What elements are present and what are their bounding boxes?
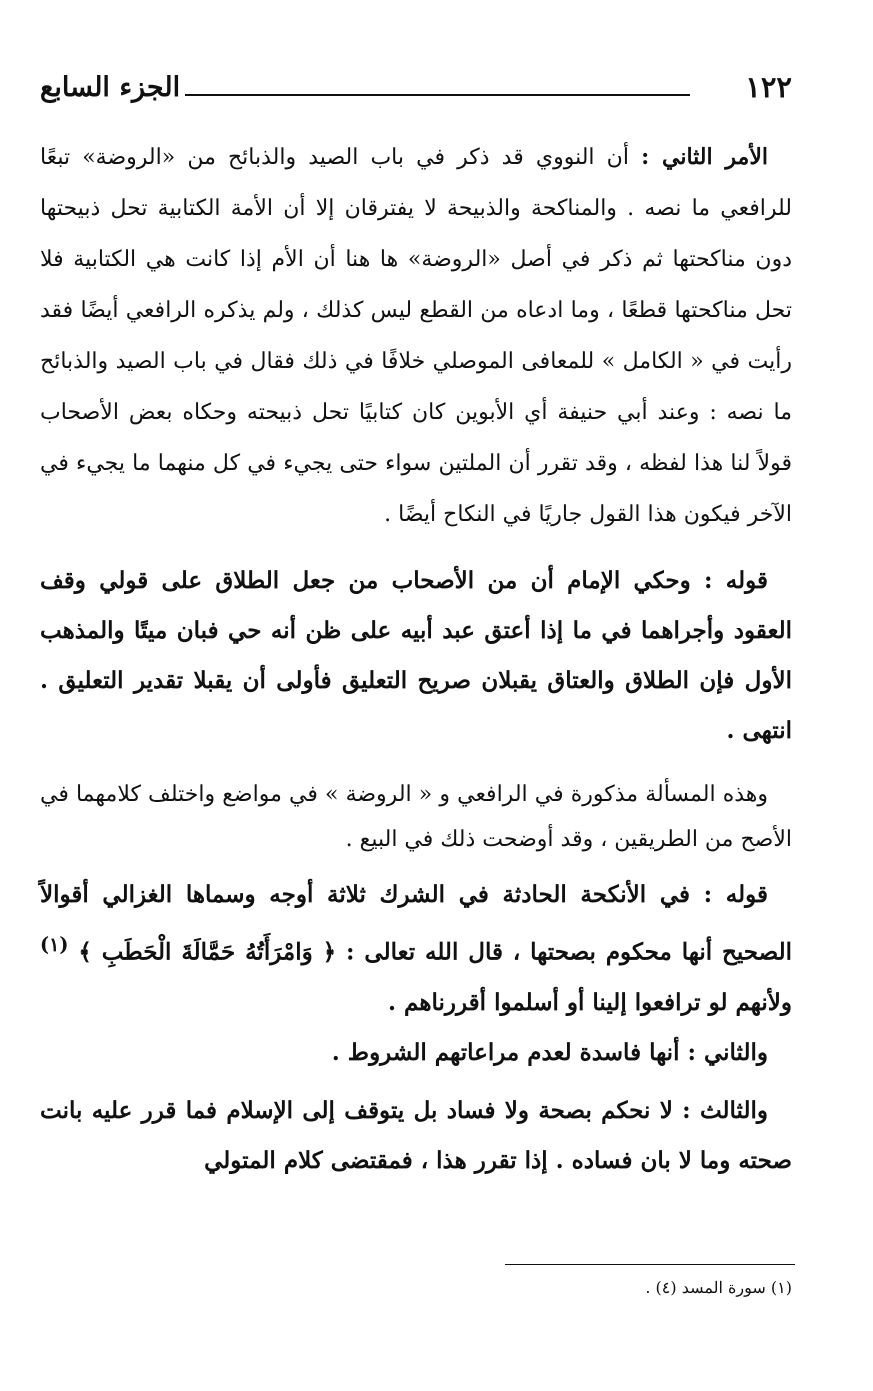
header-rule	[185, 94, 690, 96]
paragraph-lead: الأمر الثاني :	[641, 144, 768, 170]
paragraph-text: والثالث : لا نحكم بصحة ولا فساد بل يتوقف إلى الإسلام فما قرر عليه بانت صحته وما لا بان فساده . إذا تقرر هذا ، فمقتضى كلام المتولي	[40, 1096, 792, 1174]
paragraph-al-amr-al-thani	[40, 132, 792, 540]
paragraph-text: أن النووي قد ذكر في باب الصيد والذبائح من «الروضة» تبعًا للرافعي ما نصه . والمناكحة والذبيحة لا يفترقان إلا أن الأمة الكتابية تحل ذبيحتها دون مناكحتها ثم ذكر في أصل «الروضة» ها هنا أن الأم إذا كانت هي الكتابية فلا تحل مناكحتها قطعًا ، وما ادعاه من القطع ليس كذلك ، ولم يذكره الرافعي أيضًا فقد رأيت في « الكامل » للمعافى الموصلي خلافًا في ذلك فقال في باب الصيد والذبائح ما نصه : وعند أبي حنيفة أي الأبوين كان كتابيًا تحل ذبيحته وحكاه بعض الأصحاب قولاً لنا هذا لفظه ، وقد تقرر أن الملتين سواء حتى يجيء في كل منهما ما يجيء في الآخر فيكون هذا القول جاريًا في النكاح أيضًا .	[40, 145, 792, 527]
page-body	[40, 132, 792, 1186]
paragraph-qawluhu-talaq	[40, 556, 792, 756]
paragraph-text: والثاني : أنها فاسدة لعدم مراعاتهم الشروط .	[331, 1038, 768, 1066]
page-number: ١٢٢	[745, 70, 792, 104]
page-header	[40, 70, 792, 114]
paragraph-al-thani	[40, 1028, 792, 1078]
section-title: الجزء السابع	[40, 72, 181, 103]
paragraph-qawluhu-ankiha	[40, 870, 792, 1028]
paragraph-text: ولأنهم لو ترافعوا إلينا أو أسلموا أقررناهم .	[388, 988, 792, 1016]
paragraph-text: قوله : في الأنكحة الحادثة في الشرك ثلاثة أوجه وسماها الغزالي أقوالاً الصحيح أنها محكوم بصحتها ، قال الله تعالى :	[40, 881, 792, 966]
footnote-reference[interactable]: (١)	[40, 933, 69, 956]
footnote-separator	[505, 1264, 795, 1265]
quran-verse: ﴿ وَامْرَأَتُهُ حَمَّالَةَ الْحَطَبِ ﴾	[78, 938, 337, 966]
paragraph-masala	[40, 772, 792, 862]
paragraph-al-thalith	[40, 1086, 792, 1186]
paragraph-text: قوله : وحكي الإمام أن من الأصحاب من جعل الطلاق على قولي وقف العقود وأجراهما في ما إذا أعتق عبد أبيه على ظن أنه حي فبان ميتًا والمذهب الأول فإن الطلاق والعتاق يقبلان صريح التعليق فأولى أن يقبلا تقدير التعليق . انتهى .	[40, 567, 792, 744]
paragraph-text: وهذه المسألة مذكورة في الرافعي و « الروضة » في مواضع واختلف كلامهما في الأصح من الطريقين ، وقد أوضحت ذلك في البيع .	[40, 782, 792, 852]
footnote: (١) سورة المسد (٤) .	[645, 1278, 792, 1297]
